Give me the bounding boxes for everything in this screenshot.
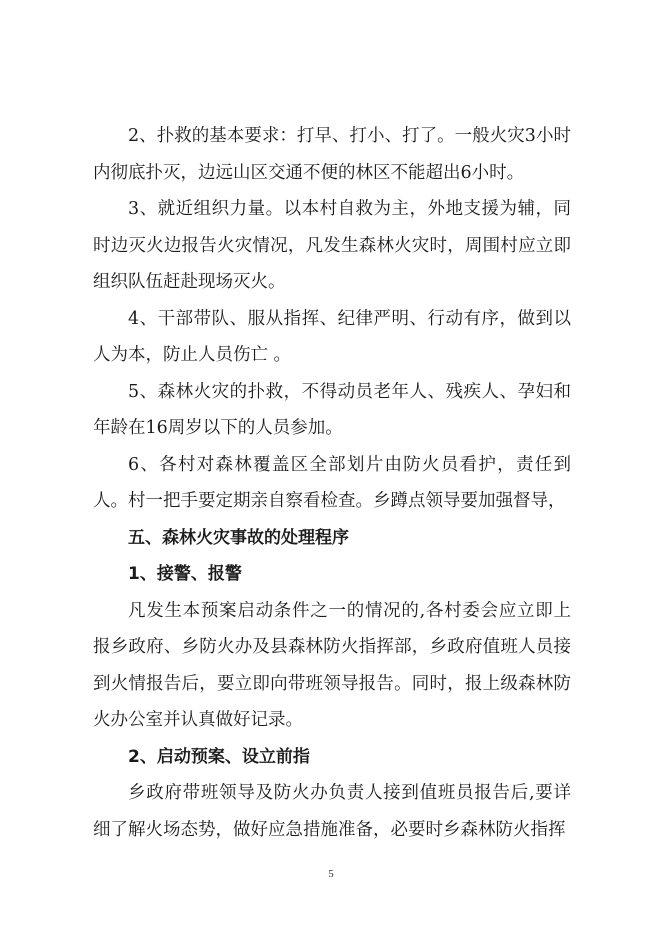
page-number: 5 (328, 868, 334, 880)
paragraph-nearby-forces: 3、就近组织力量。以本村自救为主，外地支援为辅，同时边灭火边报告火灾情况，凡发生森林火灾时，周围村应立即组织队伍赶赴现场灭火。 (93, 199, 571, 292)
paragraph-alarm-report: 凡发生本预案启动条件之一的情况的,各村委会应立即上报乡政府、乡防火办及县森林防火指挥部，乡政府值班人员接到火情报告后，要立即向带班领导报告。同时，报上级森林防火办公室并认真做好记录。 (93, 600, 571, 730)
subheading-alarm: 1、接警、报警 (128, 564, 242, 584)
paragraph-personnel-restriction: 5、森林火灾的扑救，不得动员老年人、残疾人、孕妇和年龄在16周岁以下的人员参加。 (93, 381, 571, 438)
section-heading-procedure: 五、森林火灾事故的处理程序 (128, 527, 349, 548)
subheading-plan-activation: 2、启动预案、设立前指 (128, 746, 310, 767)
paragraph-cadre-lead: 4、干部带队、服从指挥、纪律严明、行动有序，做到以人为本，防止人员伤亡 。 (93, 308, 571, 365)
paragraph-zone-responsibility: 6、各村对森林覆盖区全部划片由防火员看护，责任到人。村一把手要定期亲自察看检查。乡蹲点领导要加强督导， (93, 454, 571, 511)
document-body (93, 118, 571, 848)
paragraph-plan-activation: 乡政府带班领导及防火办负责人接到值班员报告后,要详细了解火场态势，做好应急措施准备，必要时乡森林防火指挥 (93, 783, 571, 840)
paragraph-requirements: 2、扑救的基本要求：打早、打小、打了。一般火灾3小时内彻底扑灭，边远山区交通不便的林区不能超出6小时。 (93, 126, 571, 183)
